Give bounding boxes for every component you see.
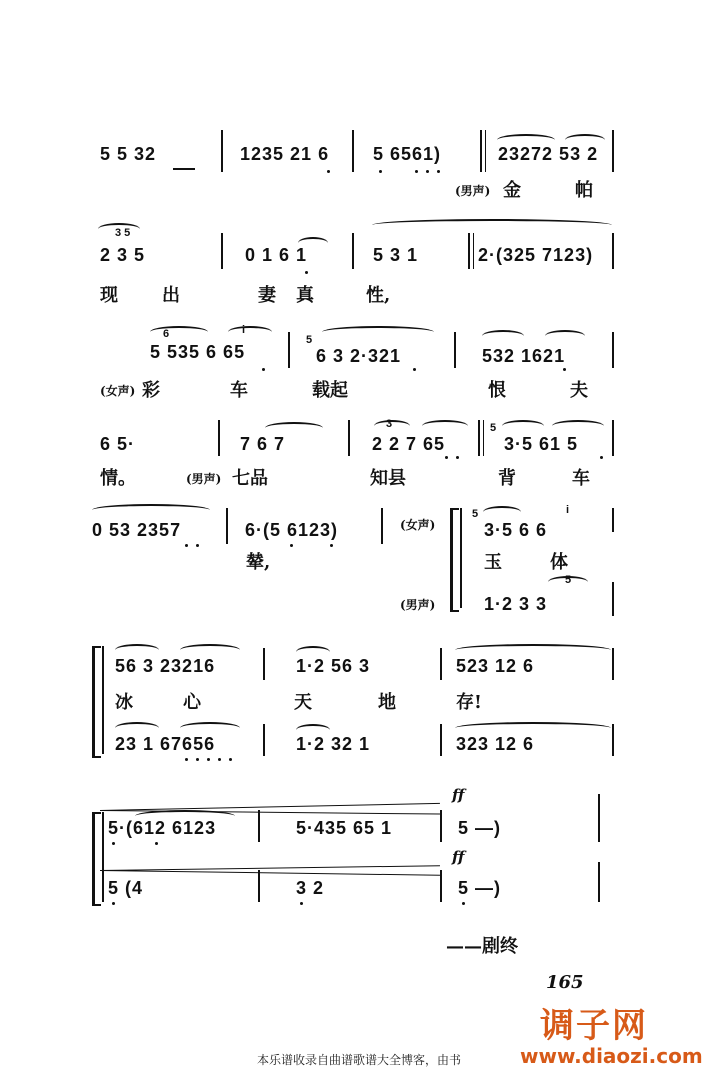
measure: 3·5 6 6 [484,520,548,540]
lyric: 金 [503,180,521,201]
dot [207,758,210,761]
measure: 5 —) [458,818,502,838]
slur [502,420,544,432]
slur [483,506,521,518]
grace-note: 5 [306,334,313,346]
barline [352,233,354,269]
underline [173,168,195,170]
measure: 5 6561) [373,144,442,164]
barline [218,420,220,456]
measure: 0 1 6 1 [245,245,308,265]
measure: 1235 21 6 [240,144,330,164]
dot [445,456,448,459]
site-logo: 调子网 [540,1006,648,1046]
slur [98,223,140,235]
measure: 1·2 3 3 [484,594,548,614]
barline [480,130,482,172]
barline [485,130,486,172]
barline [352,130,354,172]
crescendo-hairpin [100,870,440,876]
grace-note: 5 [565,574,572,586]
lyric: 妻 [258,285,276,306]
slur [545,330,585,342]
barline [478,420,480,456]
dot [330,544,333,547]
measure: 5 (4 [108,878,144,898]
dot [218,758,221,761]
dynamic-mark: ff [452,786,465,804]
barline [598,862,600,902]
barline [612,724,614,756]
slur [482,330,524,342]
barline [612,582,614,616]
barline [612,648,614,680]
grace-note: 5 [472,508,479,520]
measure: 3·5 61 5 [504,434,579,454]
measure: 323 12 6 [456,734,535,754]
dot [563,368,566,371]
slur [115,644,159,656]
barline [102,812,104,902]
barline [440,810,442,842]
barline [263,724,265,756]
barline [612,332,614,368]
slur [298,237,328,249]
barline [348,420,350,456]
measure: 7 6 7 [240,434,286,454]
dot [185,758,188,761]
barline [483,420,484,456]
slur [322,326,434,338]
lyric: 知县 [370,468,406,489]
singer-role: (男声) [455,184,491,198]
lyric: 辇, [246,552,271,573]
measure: 5·435 65 1 [296,818,393,838]
measure: 5 —) [458,878,502,898]
dot [413,368,416,371]
grace-note: i [566,504,570,516]
barline [221,130,223,172]
slur [374,420,410,432]
barline [258,810,260,842]
dynamic-mark: ff [452,848,465,866]
lyric: 彩 [142,380,160,401]
slur [548,576,588,588]
part-bracket [92,646,101,758]
grace-note: 3 5 [115,227,131,239]
lyric: 车 [572,468,590,489]
lyric: 真 [296,285,314,306]
lyric: 存! [456,692,482,713]
barline [226,508,228,544]
dot [305,271,308,274]
measure: 1·2 56 3 [296,656,371,676]
dot [196,758,199,761]
barline [460,508,462,608]
barline [473,233,474,269]
measure: 23272 53 2 [498,144,599,164]
lyric: 车 [230,380,248,401]
measure: 5·(612 6123 [108,818,217,838]
slur [265,422,323,434]
lyric: 心 [183,692,201,713]
dot [196,544,199,547]
footer-note: 本乐谱收录自曲谱歌谱大全博客，由书 [257,1053,462,1067]
site-url[interactable]: www.diaozi.com [520,1044,703,1068]
end-mark: ——剧终 [446,936,518,957]
barline [468,233,470,269]
barline [263,648,265,680]
lyric: 玉 [484,552,502,573]
slur [372,219,612,231]
measure: 2 2 7 65 [372,434,446,454]
barline [258,870,260,902]
lyric: 现 [100,285,118,306]
page-number: 165 [546,972,584,993]
barline [440,648,442,680]
barline [598,794,600,842]
barline [612,508,614,532]
dot [462,902,465,905]
lyric: 载起 [312,380,348,401]
measure: 2·(325 7123) [478,245,594,265]
barline [440,870,442,902]
dot [437,170,440,173]
slur [455,722,611,734]
lyric: 背 [498,468,516,489]
singer-role: (女声) [100,384,136,398]
dot [300,902,303,905]
dot [185,544,188,547]
measure: 5 3 1 [373,245,419,265]
dot [290,544,293,547]
lyric: 情。 [100,468,136,489]
slur [180,722,240,734]
lyric: 地 [378,692,396,713]
lyric: 天 [294,692,312,713]
singer-role: (男声) [400,598,436,612]
grace-note: i [242,324,246,336]
measure: 1·2 32 1 [296,734,371,754]
slur [180,644,240,656]
dot [112,902,115,905]
dot [229,758,232,761]
lyric: 性, [366,285,391,306]
slur [115,722,159,734]
slur [92,504,210,516]
dot [600,456,603,459]
barline [381,508,383,544]
measure: 5 5 32 [100,144,157,164]
barline [612,420,614,456]
dot [155,842,158,845]
singer-role: (女声) [400,518,436,532]
dot [415,170,418,173]
slur [150,326,208,338]
lyric: 帕 [575,180,593,201]
lyric: 恨 [488,380,506,401]
measure: 5 535 6 65 [150,342,246,362]
barline [102,646,104,754]
dot [379,170,382,173]
lyric: 夫 [570,380,588,401]
measure: 532 1621 [482,346,566,366]
barline [454,332,456,368]
part-bracket [92,812,101,906]
dot [262,368,265,371]
lyric: 七品 [232,468,268,489]
slur [552,420,604,432]
measure: 23 1 67656 [115,734,216,754]
measure: 6·(5 6123) [245,520,339,540]
measure: 3 2 [296,878,325,898]
slur [455,644,611,656]
barline [612,130,614,172]
measure: 6 5· [100,434,136,454]
dot [112,842,115,845]
part-bracket [450,508,459,612]
grace-note: 6 [163,328,170,340]
measure: 523 12 6 [456,656,535,676]
barline [288,332,290,368]
singer-role: (男声) [186,472,222,486]
dot [327,170,330,173]
lyric: 出 [162,285,180,306]
measure: 6 3 2·321 [316,346,402,366]
measure: 0 53 2357 [92,520,182,540]
slur [422,420,468,432]
barline [440,724,442,756]
grace-note: 3 [386,418,393,430]
barline [612,233,614,269]
measure: 2 3 5 [100,245,146,265]
grace-note: 5 [490,422,497,434]
dot [456,456,459,459]
lyric: 冰 [115,692,133,713]
slur [228,326,272,338]
measure: 56 3 23216 [115,656,216,676]
dot [426,170,429,173]
lyric: 体 [550,552,568,573]
barline [221,233,223,269]
